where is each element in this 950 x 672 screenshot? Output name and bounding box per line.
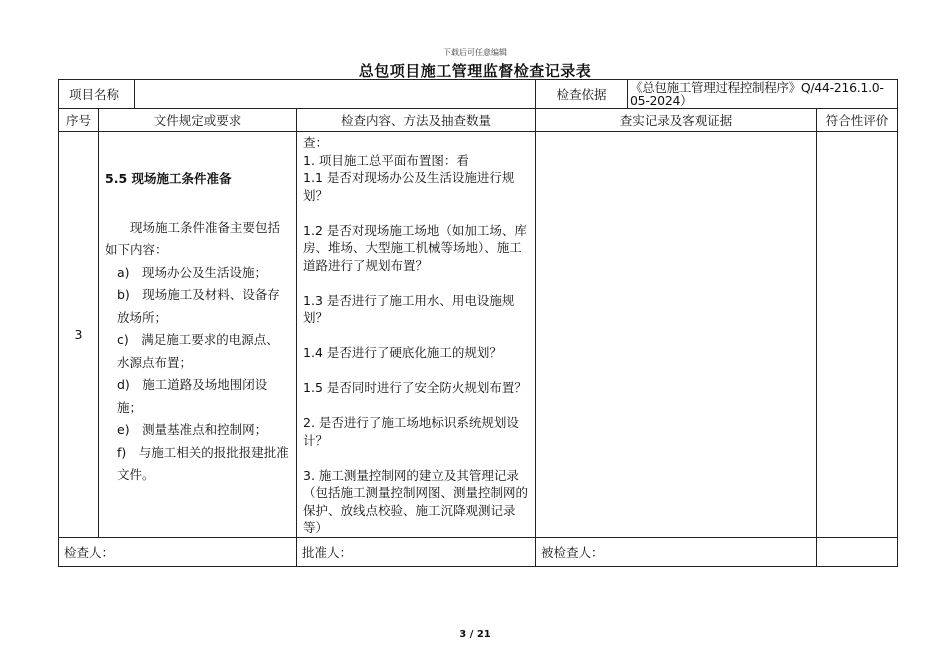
approver-field: 批准人： (297, 537, 536, 566)
page-number: 3 / 21 (459, 629, 491, 640)
header-check: 检查内容、方法及抽查数量 (297, 109, 536, 132)
check-item: 1.1 是否对现场办公及生活设施进行规划？ (303, 170, 515, 203)
inspection-record-table (58, 79, 898, 567)
basis-value: 《总包施工管理过程控制程序》Q/44-216.1.0-05-2024） (628, 80, 898, 109)
check-spacer (303, 327, 531, 345)
check-spacer (303, 397, 531, 415)
record-cell (536, 132, 817, 538)
header-compliance: 符合性评价 (817, 109, 898, 132)
check-content-cell (297, 132, 536, 538)
requirement-cell (99, 132, 297, 538)
inspector-field: 检查人： (59, 537, 297, 566)
requirement-item: c) 满足施工要求的电源点、水源点布置； (117, 332, 279, 370)
watermark-text: 下载后可任意编辑 (443, 48, 507, 57)
check-spacer (303, 362, 531, 380)
check-item: 查： (303, 135, 329, 150)
check-item: 1.3 是否进行了施工用水、用电设施规划？ (303, 292, 515, 325)
project-name-label: 项目名称 (59, 80, 135, 109)
header-record: 查实记录及客观证据 (536, 109, 817, 132)
check-item: 1. 项目施工总平面布置图：看 (303, 152, 469, 168)
basis-label: 检查依据 (536, 80, 628, 109)
section-title: 5.5 现场施工条件准备 (105, 171, 232, 186)
requirement-item: e) 测量基准点和控制网； (117, 422, 268, 437)
check-item: 1.5 是否同时进行了安全防火规划布置？ (303, 380, 527, 395)
requirement-item: f) 与施工相关的报批报建批准文件。 (117, 444, 289, 482)
requirement-item: a) 现场办公及生活设施； (117, 264, 268, 280)
footer-blank-cell (817, 537, 898, 566)
check-spacer (303, 274, 531, 292)
requirement-intro: 现场施工条件准备主要包括如下内容： (105, 219, 281, 257)
header-requirement: 文件规定或要求 (99, 109, 297, 132)
check-item: 1.2 是否对现场施工场地（如加工场、库房、堆场、大型施工机械等场地）、施工道路进行了规划布置？ (303, 222, 527, 273)
check-item: 1.4 是否进行了硬底化施工的规划？ (303, 345, 502, 360)
inspected-party-field: 被检查人： (536, 537, 817, 566)
check-item: 3. 施工测量控制网的建立及其管理记录（包括施工测量控制网图、测量控制网的保护、放线点校验、施工沉降观测记录等） (303, 467, 529, 535)
check-spacer (303, 449, 531, 467)
requirement-item: b) 现场施工及材料、设备存放场所； (117, 287, 280, 325)
check-spacer (303, 204, 531, 222)
project-name-value (135, 80, 536, 109)
header-seq: 序号 (59, 109, 99, 132)
row-seq: 3 (59, 132, 99, 538)
table-row (59, 132, 898, 538)
requirement-item: d) 施工道路及场地围闭设施； (117, 377, 268, 415)
compliance-cell (817, 132, 898, 538)
page-title: 总包项目施工管理监督检查记录表 (358, 62, 592, 80)
check-item: 2. 是否进行了施工场地标识系统规划设计？ (303, 415, 519, 448)
